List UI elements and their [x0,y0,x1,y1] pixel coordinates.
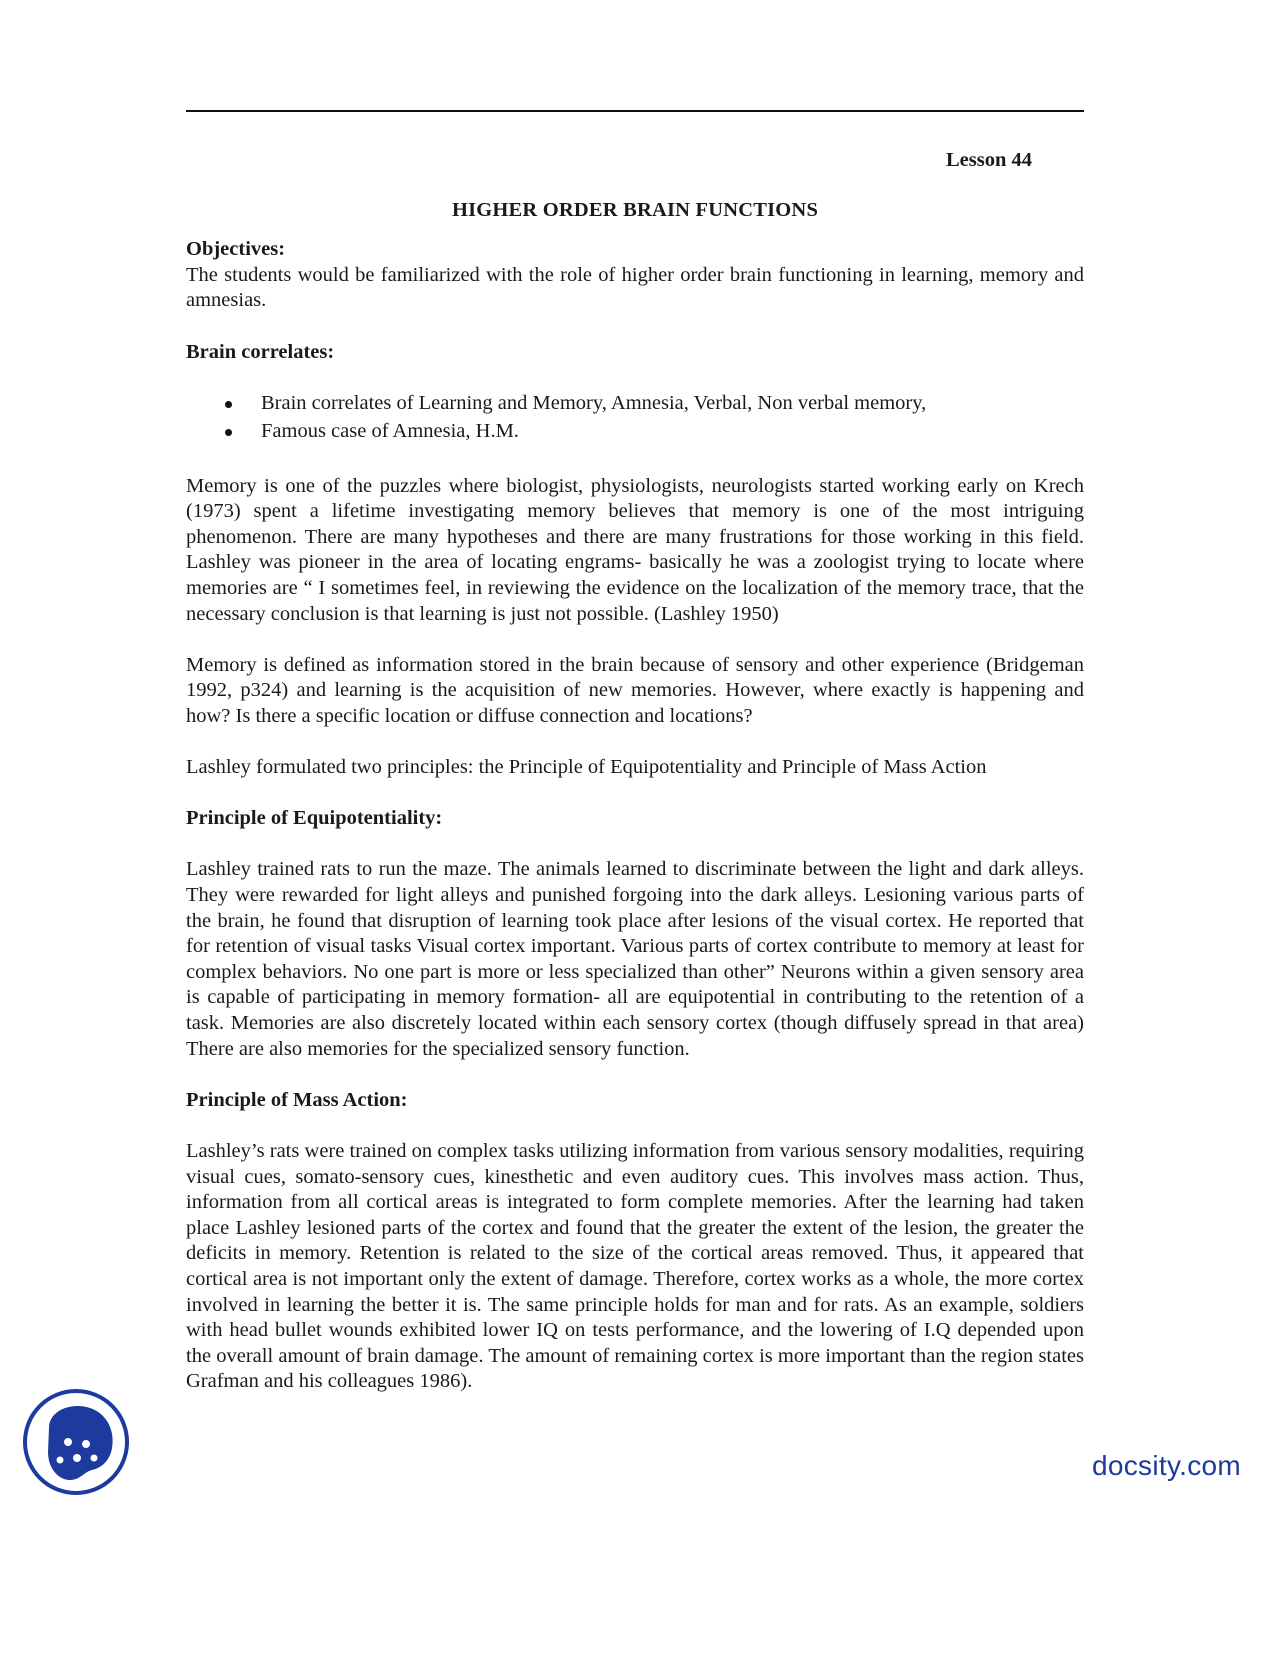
paragraph-memory-definition: Memory is defined as information stored in the brain because of sensory and other experience (Bridgeman 1992, p324) and learning is the acquisition of new memories. However, where exactly is happening and how? Is there a specific location or diffuse connection and locations? [186,653,1084,727]
brain-correlates-heading: Brain correlates: [186,340,335,363]
page-title: HIGHER ORDER BRAIN FUNCTIONS [451,198,819,221]
mass-action-heading: Principle of Mass Action: [186,1088,408,1111]
list-item [186,419,1084,445]
document-body [186,148,1084,1395]
top-divider [186,110,1084,112]
bullet-icon [225,401,232,408]
equipotentiality-heading: Principle of Equipotentiality: [186,807,443,830]
objectives-heading: Objectives: [186,238,286,261]
objectives-text: The students would be familiarized with the role of higher order brain functioning in learning, memory and amnesias. [186,263,1084,312]
equipotentiality-text: Lashley trained rats to run the maze. The animals learned to discriminate between the light and dark alleys. They were rewarded for light alleys and punished forgoing into the dark alleys. Lesioning various parts of the brain, he found that disruption of learning took place after lesions of the visual cortex. He reported that for retention of visual tasks Visual cortex important. Various parts of cortex contribute to memory at least for complex behaviors. No one part is more or less specialized than other” Neurons within a given sensory area is capable of participating in memory formation- all are equipotential in contributing to the retention of a task. Memories are also discretely located within each sensory cortex (though diffusely spread in that area) There are also memories for the specialized sensory function. [186,858,1084,1060]
paragraph-memory-intro: Memory is one of the puzzles where biologist, physiologists, neurologists started working early on Krech (1973) spent a lifetime investigating memory believes that memory is one of the most intriguing phenomenon. There are many hypotheses and there are many frustrations for those working in this field. Lashley was pioneer in the area of locating engrams- basically he was a zoologist trying to locate where memories are “ I sometimes feel, in reviewing the evidence on the localization of the memory trace, that the necessary conclusion is that learning is just not possible. (Lashley 1950) [186,474,1084,625]
bullet-icon [225,429,232,436]
list-item-text: Famous case of Amnesia, H.M. [261,420,519,443]
paragraph-principles: Lashley formulated two principles: the Principle of Equipotentiality and Principle of Mass Action [186,756,987,779]
mass-action-text: Lashley’s rats were trained on complex tasks utilizing information from various sensory modalities, requiring visual cues, somato-sensory cues, kinesthetic and even auditory cues. This involves mass action. Thus, information from all cortical areas is integrated to form complete memories. After the learning had taken place Lashley lesioned parts of the cortex and found that the greater the extent of the lesion, the greater the deficits in memory. Retention is related to the size of the cortical areas removed. Thus, it appeared that cortical area is not important only the extent of damage. Therefore, cortex works as a whole, the more cortex involved in learning the better it is. The same principle holds for man and for rats. As an example, soldiers with head bullet wounds exhibited lower IQ on tests performance, and the lowering of I.Q depended upon the overall amount of brain damage. The amount of remaining cortex is more important than the region states Grafman and his colleagues 1986). [186,1139,1084,1393]
list-item [186,391,1084,417]
docsity-logo-icon [22,1388,130,1496]
docsity-watermark[interactable]: docsity.com [1092,1450,1242,1481]
list-item-text: Brain correlates of Learning and Memory, Amnesia, Verbal, Non verbal memory, [261,391,927,414]
lesson-number: Lesson 44 [945,149,1032,171]
brain-correlates-list [186,391,1084,445]
